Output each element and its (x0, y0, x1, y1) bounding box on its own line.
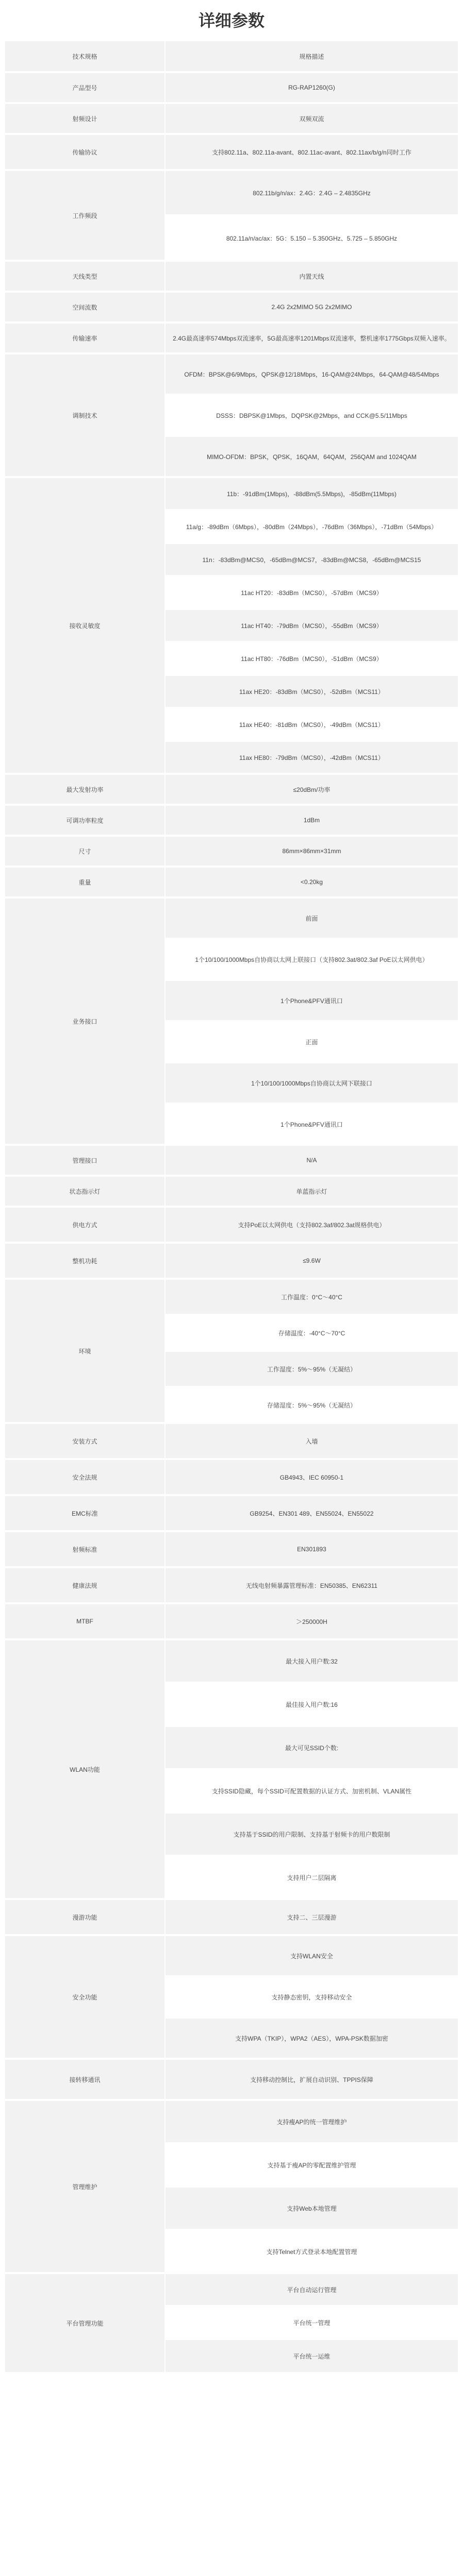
spec-value: 11ax HE80：-79dBm（MCS0），-42dBm（MCS11） (165, 741, 458, 774)
spec-key: 技术规格 (5, 41, 165, 72)
page-title: 详细参数 (198, 11, 264, 30)
spec-value: 最大接入用户数:32 (165, 1639, 458, 1683)
spec-value: 2.4G最高速率574Mbps双流速率，5G最高速率1201Mbps双流速率，整机速率1775Gbps双频入速率。 (165, 323, 458, 353)
spec-key: 供电方式 (5, 1207, 165, 1243)
spec-key: 最大发射功率 (5, 774, 165, 805)
spec-row (5, 261, 458, 292)
spec-value: 单蓝指示灯 (165, 1176, 458, 1207)
spec-row (5, 1176, 458, 1207)
spec-row (5, 836, 458, 867)
spec-value: 规格描述 (165, 41, 458, 72)
spec-value: 11n：-83dBm@MCS0，-65dBm@MCS7，-83dBm@MCS8，-65dBm@MCS15 (165, 543, 458, 576)
spec-row (5, 170, 458, 215)
spec-value: 1个Phone&PFV通讯口 (165, 980, 458, 1021)
spec-value: GB4943、IEC 60950-1 (165, 1459, 458, 1495)
spec-row (5, 1567, 458, 1603)
spec-value: 11ac HT80：-76dBm（MCS0），-51dBm（MCS9） (165, 642, 458, 675)
spec-row (5, 2273, 458, 2306)
spec-value: 支持SSID隐藏，每个SSID可配置数据的认证方式、加密机制、VLAN属性 (165, 1769, 458, 1812)
spec-row (5, 1899, 458, 1935)
spec-key: 射频设计 (5, 103, 165, 134)
spec-row (5, 1935, 458, 1976)
spec-row (5, 72, 458, 103)
spec-value: 存储湿度：5%～95%（无凝结） (165, 1387, 458, 1423)
spec-row (5, 2059, 458, 2100)
spec-key: 健康法规 (5, 1567, 165, 1603)
spec-key: 状态指示灯 (5, 1176, 165, 1207)
spec-key: 管理维护 (5, 2100, 165, 2273)
spec-row (5, 867, 458, 897)
spec-row (5, 1279, 458, 1315)
spec-value: 存储温度：-40°C～70°C (165, 1315, 458, 1351)
spec-value: N/A (165, 1145, 458, 1176)
spec-value: 1个10/100/1000Mbps自协商以太网下联接口 (165, 1062, 458, 1104)
spec-value: RG-RAP1260(G) (165, 72, 458, 103)
spec-key: 重量 (5, 867, 165, 897)
spec-value: 支持WLAN安全 (165, 1935, 458, 1976)
spec-row (5, 323, 458, 353)
spec-value: <0.20kg (165, 867, 458, 897)
spec-row (5, 353, 458, 395)
spec-value: 支持移动控制比，扩展自动识别、TPPIS保障 (165, 2059, 458, 2100)
spec-row (5, 1639, 458, 1683)
spec-value: 工作温度：0°C～40°C (165, 1279, 458, 1315)
spec-key: 调制技术 (5, 353, 165, 477)
spec-value: MIMO-OFDM：BPSK，QPSK，16QAM，64QAM，256QAM and 1024QAM (165, 436, 458, 477)
spec-row (5, 1603, 458, 1639)
spec-key: 安装方式 (5, 1423, 165, 1459)
spec-row (5, 1423, 458, 1459)
spec-value: 最大可见SSID个数: (165, 1726, 458, 1769)
spec-key: 传输速率 (5, 323, 165, 353)
spec-value: 802.11a/n/ac/ax：5G：5.150 – 5.350GHz、5.725 – 5.850GHz (165, 215, 458, 261)
spec-value: 支持基于SSID的用户限制、支持基于射频卡的用户数限制 (165, 1812, 458, 1856)
spec-value: 支持802.11a、802.11a-avant、802.11ac-avant、802.11ax/b/g/n同时工作 (165, 134, 458, 170)
spec-value: 前面 (165, 897, 458, 939)
spec-key: 安全功能 (5, 1935, 165, 2059)
spec-row (5, 1243, 458, 1279)
spec-value: GB9254、EN301 489、EN55024、EN55022 (165, 1495, 458, 1531)
spec-row (5, 1495, 458, 1531)
spec-value: 内置天线 (165, 261, 458, 292)
spec-key: 环境 (5, 1279, 165, 1423)
spec-key: WLAN功能 (5, 1639, 165, 1899)
spec-key: 漫游功能 (5, 1899, 165, 1935)
spec-value: 11a/g：-89dBm（6Mbps），-80dBm（24Mbps），-76dBm（36Mbps），-71dBm（54Mbps） (165, 510, 458, 543)
spec-value: 支持静态密钥，支持移动安全 (165, 1976, 458, 2018)
spec-key: 平台管理功能 (5, 2273, 165, 2372)
spec-value: 支持用户二层隔离 (165, 1856, 458, 1899)
spec-key: 射频标准 (5, 1531, 165, 1567)
spec-value: 1个10/100/1000Mbps自协商以太网上联接口（支持802.3at/802.3af PoE以太网供电） (165, 939, 458, 980)
spec-value: 支持二、三层漫游 (165, 1899, 458, 1935)
spec-value: EN301893 (165, 1531, 458, 1567)
spec-value: 11ax HE40：-81dBm（MCS0），-49dBm（MCS11） (165, 708, 458, 741)
spec-value: 2.4G 2x2MIMO 5G 2x2MIMO (165, 292, 458, 323)
spec-row (5, 1207, 458, 1243)
spec-value: 入墙 (165, 1423, 458, 1459)
spec-key: 工作频段 (5, 170, 165, 261)
spec-value: 最佳接入用户数:16 (165, 1683, 458, 1726)
spec-value: 11ac HT40：-79dBm（MCS0），-55dBm（MCS9） (165, 609, 458, 642)
spec-value: OFDM：BPSK@6/9Mbps，QPSK@12/18Mbps，16-QAM@24Mbps，64-QAM@48/54Mbps (165, 353, 458, 395)
spec-key: 管理接口 (5, 1145, 165, 1176)
spec-key: 接收灵敏度 (5, 477, 165, 774)
spec-key: 安全法规 (5, 1459, 165, 1495)
spec-row (5, 103, 458, 134)
spec-value: 支持Web本地管理 (165, 2187, 458, 2230)
spec-value: ≤9.6W (165, 1243, 458, 1279)
spec-value: 支持PoE以太网供电（支持802.3af/802.3at规格供电） (165, 1207, 458, 1243)
spec-value: 11b：-91dBm(1Mbps)，-88dBm(5.5Mbps)，-85dBm(11Mbps) (165, 477, 458, 510)
spec-value: 平台统一管理 (165, 2306, 458, 2339)
spec-row (5, 1531, 458, 1567)
spec-value: 1dBm (165, 805, 458, 836)
spec-value: 工作湿度：5%～95%（无凝结） (165, 1351, 458, 1387)
spec-value: 支持WPA（TKIP），WPA2（AES），WPA-PSK数据加密 (165, 2018, 458, 2059)
spec-value: 正面 (165, 1021, 458, 1062)
spec-value: 86mm×86mm×31mm (165, 836, 458, 867)
spec-value: ＞250000H (165, 1603, 458, 1639)
spec-row (5, 41, 458, 72)
spec-table (5, 41, 458, 2372)
spec-key: 天线类型 (5, 261, 165, 292)
spec-key: 产品型号 (5, 72, 165, 103)
spec-row (5, 2100, 458, 2143)
spec-row (5, 134, 458, 170)
spec-key: 传输协议 (5, 134, 165, 170)
spec-row (5, 292, 458, 323)
spec-key: 空间流数 (5, 292, 165, 323)
spec-value: 11ax HE20：-83dBm（MCS0），-52dBm（MCS11） (165, 675, 458, 708)
spec-key: 接转移通讯 (5, 2059, 165, 2100)
spec-row (5, 477, 458, 510)
spec-row (5, 774, 458, 805)
spec-value: 平台自动运行管理 (165, 2273, 458, 2306)
spec-value: 无线电射频暴露管理标准：EN50385、EN62311 (165, 1567, 458, 1603)
spec-value: 802.11b/g/n/ax：2.4G：2.4G – 2.4835GHz (165, 170, 458, 215)
spec-value: 支持瘦AP的统一管理维护 (165, 2100, 458, 2143)
spec-value: 11ac HT20：-83dBm（MCS0），-57dBm（MCS9） (165, 576, 458, 609)
spec-key: 整机功耗 (5, 1243, 165, 1279)
spec-value: 1个Phone&PFV通讯口 (165, 1104, 458, 1145)
spec-key: 尺寸 (5, 836, 165, 867)
spec-row (5, 805, 458, 836)
spec-value: 平台统一运维 (165, 2339, 458, 2372)
spec-value: 双频双流 (165, 103, 458, 134)
spec-value: 支持Telnet方式登录本地配置管理 (165, 2230, 458, 2273)
spec-row (5, 1145, 458, 1176)
spec-row (5, 897, 458, 939)
spec-key: 业务接口 (5, 897, 165, 1145)
spec-value: 支持基于瘦AP的零配置维护管理 (165, 2143, 458, 2187)
spec-key: 可调功率粒度 (5, 805, 165, 836)
spec-row (5, 1459, 458, 1495)
spec-key: MTBF (5, 1603, 165, 1639)
spec-value: DSSS：DBPSK@1Mbps，DQPSK@2Mbps，and CCK@5.5/11Mbps (165, 395, 458, 436)
spec-value: ≤20dBm/功率 (165, 774, 458, 805)
spec-table-body (5, 41, 458, 2372)
spec-key: EMC标准 (5, 1495, 165, 1531)
